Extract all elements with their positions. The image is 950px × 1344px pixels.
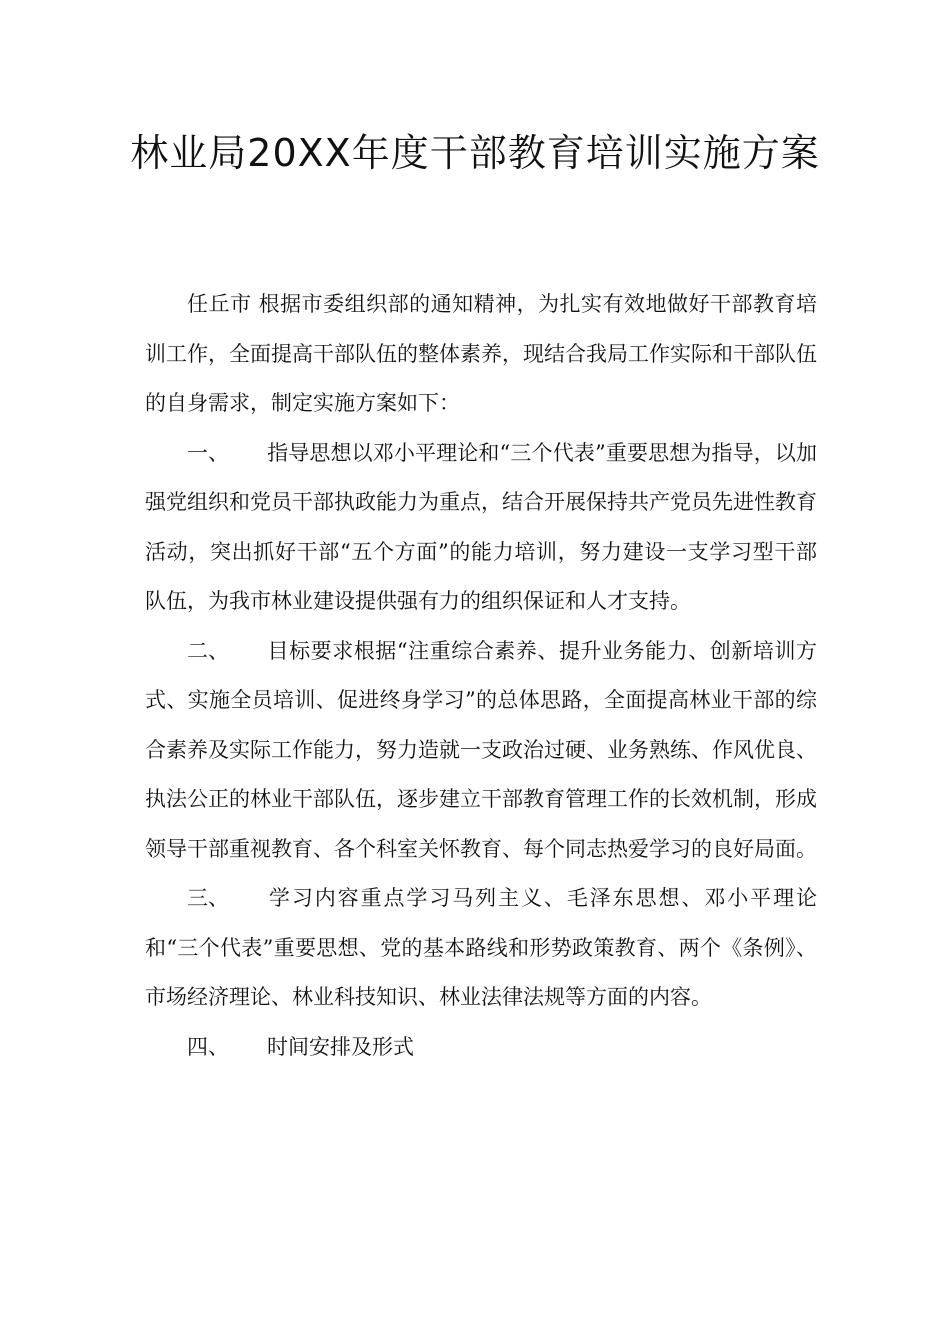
section-number: 二、 [187, 638, 229, 663]
document-body [145, 280, 817, 1072]
intro-paragraph: 任丘市 根据市委组织部的通知精神，为扎实有效地做好干部教育培训工作，全面提高干部队伍的整体素养，现结合我局工作实际和干部队伍的自身需求，制定实施方案如下： [145, 292, 817, 415]
section-text: 学习内容重点学习马列主义、毛泽东思想、邓小平理论和“三个代表”重要思想、党的基本路线和形势政策教育、两个《条例》、市场经济理论、林业科技知识、林业法律法规等方面的内容。 [145, 886, 817, 1009]
document-title: 林业局20XX年度干部教育培训实施方案 [130, 131, 820, 175]
section-paragraph [145, 1023, 817, 1073]
section-text: 指导思想以邓小平理论和“三个代表”重要思想为指导，以加强党组织和党员干部执政能力为重点，结合开展保持共产党员先进性教育活动，突出抓好干部“五个方面”的能力培训，努力建设一支学习型干部队伍，为我市林业建设提供强有力的组织保证和人才支持。 [145, 440, 817, 613]
section-number: 三、 [187, 886, 229, 910]
section-text: 目标要求根据“注重综合素养、提升业务能力、创新培训方式、实施全员培训、促进终身学习”的总体思路，全面提高林业干部的综合素养及实际工作能力，努力造就一支政治过硬、业务熟练、作风优良、执法公正的林业干部队伍，逐步建立干部教育管理工作的长效机制，形成领导干部重视教育、各个科室关怀教育、每个同志热爱学习的良好局面。 [145, 638, 817, 861]
section-paragraph [145, 429, 817, 627]
section-text: 时间安排及形式 [267, 1034, 414, 1059]
section-paragraph [145, 627, 817, 875]
section-number: 四、 [187, 1034, 229, 1059]
section-number: 一、 [187, 440, 229, 465]
section-paragraph [145, 874, 817, 1023]
